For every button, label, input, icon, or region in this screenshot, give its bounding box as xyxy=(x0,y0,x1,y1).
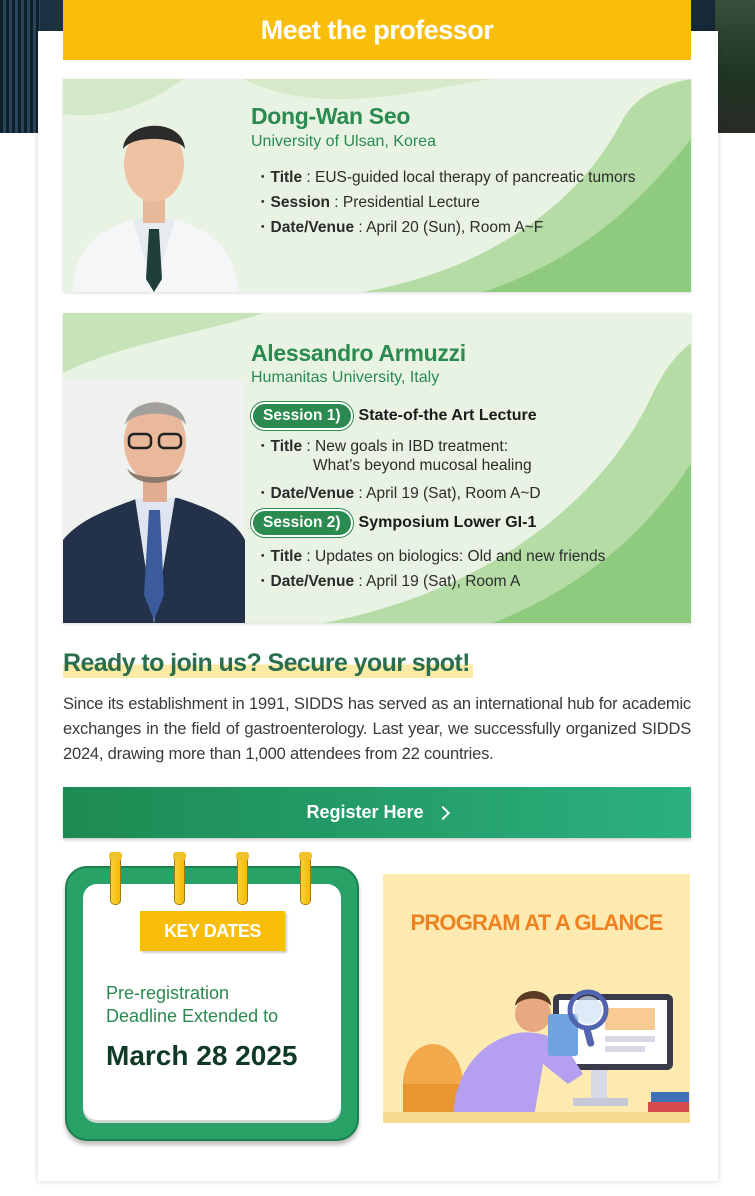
detail-value: : April 19 (Sat), Room A xyxy=(354,573,521,590)
deadline-caption-line1: Pre-registration xyxy=(106,983,230,1003)
calendar-ring-icon xyxy=(175,854,184,904)
program-at-a-glance-link[interactable] xyxy=(383,874,690,1123)
detail-value: : April 19 (Sat), Room A~D xyxy=(354,485,541,502)
detail-label: Title xyxy=(270,169,303,186)
person-at-computer-illustration xyxy=(383,964,690,1123)
header-photo-right xyxy=(715,0,755,133)
session-header-2 xyxy=(251,509,536,537)
detail-label: Date/Venue xyxy=(270,573,355,590)
detail-title xyxy=(255,165,636,187)
detail-value: : EUS-guided local therapy of pancreatic tumors xyxy=(302,169,636,186)
detail-title xyxy=(255,437,532,475)
session-title: State-of-the Art Lecture xyxy=(358,407,537,424)
bullet: ・ xyxy=(255,485,271,502)
bullet: ・ xyxy=(255,438,271,455)
professor-card-2 xyxy=(63,313,691,623)
session-title: Symposium Lower GI-1 xyxy=(358,514,537,531)
bullet: ・ xyxy=(255,219,271,236)
professor-affiliation: University of Ulsan, Korea xyxy=(251,133,436,150)
bullet: ・ xyxy=(255,169,271,186)
calendar-ring-icon xyxy=(238,854,247,904)
register-button[interactable] xyxy=(63,787,691,838)
detail-value: : Updates on biologics: Old and new friends xyxy=(302,548,606,565)
detail-label: Session xyxy=(270,194,330,211)
professor-photo-seo xyxy=(63,79,245,292)
deadline-date: March 28 2025 xyxy=(106,1040,298,1071)
program-title: PROGRAM AT A GLANCE xyxy=(410,910,663,935)
register-label: Register Here xyxy=(306,802,424,822)
banner-title: Meet the professor xyxy=(260,14,494,45)
bullet: ・ xyxy=(255,573,271,590)
detail-label: Date/Venue xyxy=(270,485,355,502)
cta-description: Since its establishment in 1991, SIDDS has served as an international hub for academic exchanges in the field of gastroenterology. Last year, we successfully organized SIDDS 2024, drawing more than 1,000 attendees from 22 countries. xyxy=(63,695,691,763)
professor-photo-armuzzi xyxy=(63,380,245,623)
key-dates-calendar xyxy=(65,866,359,1141)
header-photo-left xyxy=(0,0,40,133)
professor-name: Alessandro Armuzzi xyxy=(251,340,466,366)
session-header-1 xyxy=(251,402,537,430)
key-dates-badge: KEY DATES xyxy=(140,911,285,951)
detail-value: : April 20 (Sun), Room A~F xyxy=(354,219,544,236)
calendar-ring-icon xyxy=(301,854,310,904)
cta-heading: Ready to join us? Secure your spot! xyxy=(63,648,473,678)
detail-value: : New goals in IBD treatment: xyxy=(302,438,508,455)
session-badge: Session 1) xyxy=(251,402,353,430)
calendar-ring-icon xyxy=(111,854,120,904)
detail-session xyxy=(255,190,480,212)
bullet: ・ xyxy=(255,194,271,211)
detail-date-venue xyxy=(255,569,520,591)
detail-value-continued: What’s beyond mucosal healing xyxy=(313,457,532,474)
session-badge: Session 2) xyxy=(251,509,353,537)
deadline-caption-line2: Deadline Extended to xyxy=(106,1006,279,1026)
bullet: ・ xyxy=(255,548,271,565)
detail-date-venue xyxy=(255,481,541,503)
detail-title xyxy=(255,544,605,566)
detail-value: : Presidential Lecture xyxy=(329,194,480,211)
detail-label: Date/Venue xyxy=(270,219,355,236)
detail-date-venue xyxy=(255,215,543,237)
professor-name: Dong-Wan Seo xyxy=(251,103,411,129)
section-banner xyxy=(63,0,691,60)
professor-card-1 xyxy=(63,79,691,292)
detail-label: Title xyxy=(270,438,303,455)
chevron-right-icon xyxy=(435,805,449,819)
deadline-caption xyxy=(106,982,278,1028)
professor-affiliation: Humanitas University, Italy xyxy=(251,369,440,386)
detail-label: Title xyxy=(270,548,303,565)
